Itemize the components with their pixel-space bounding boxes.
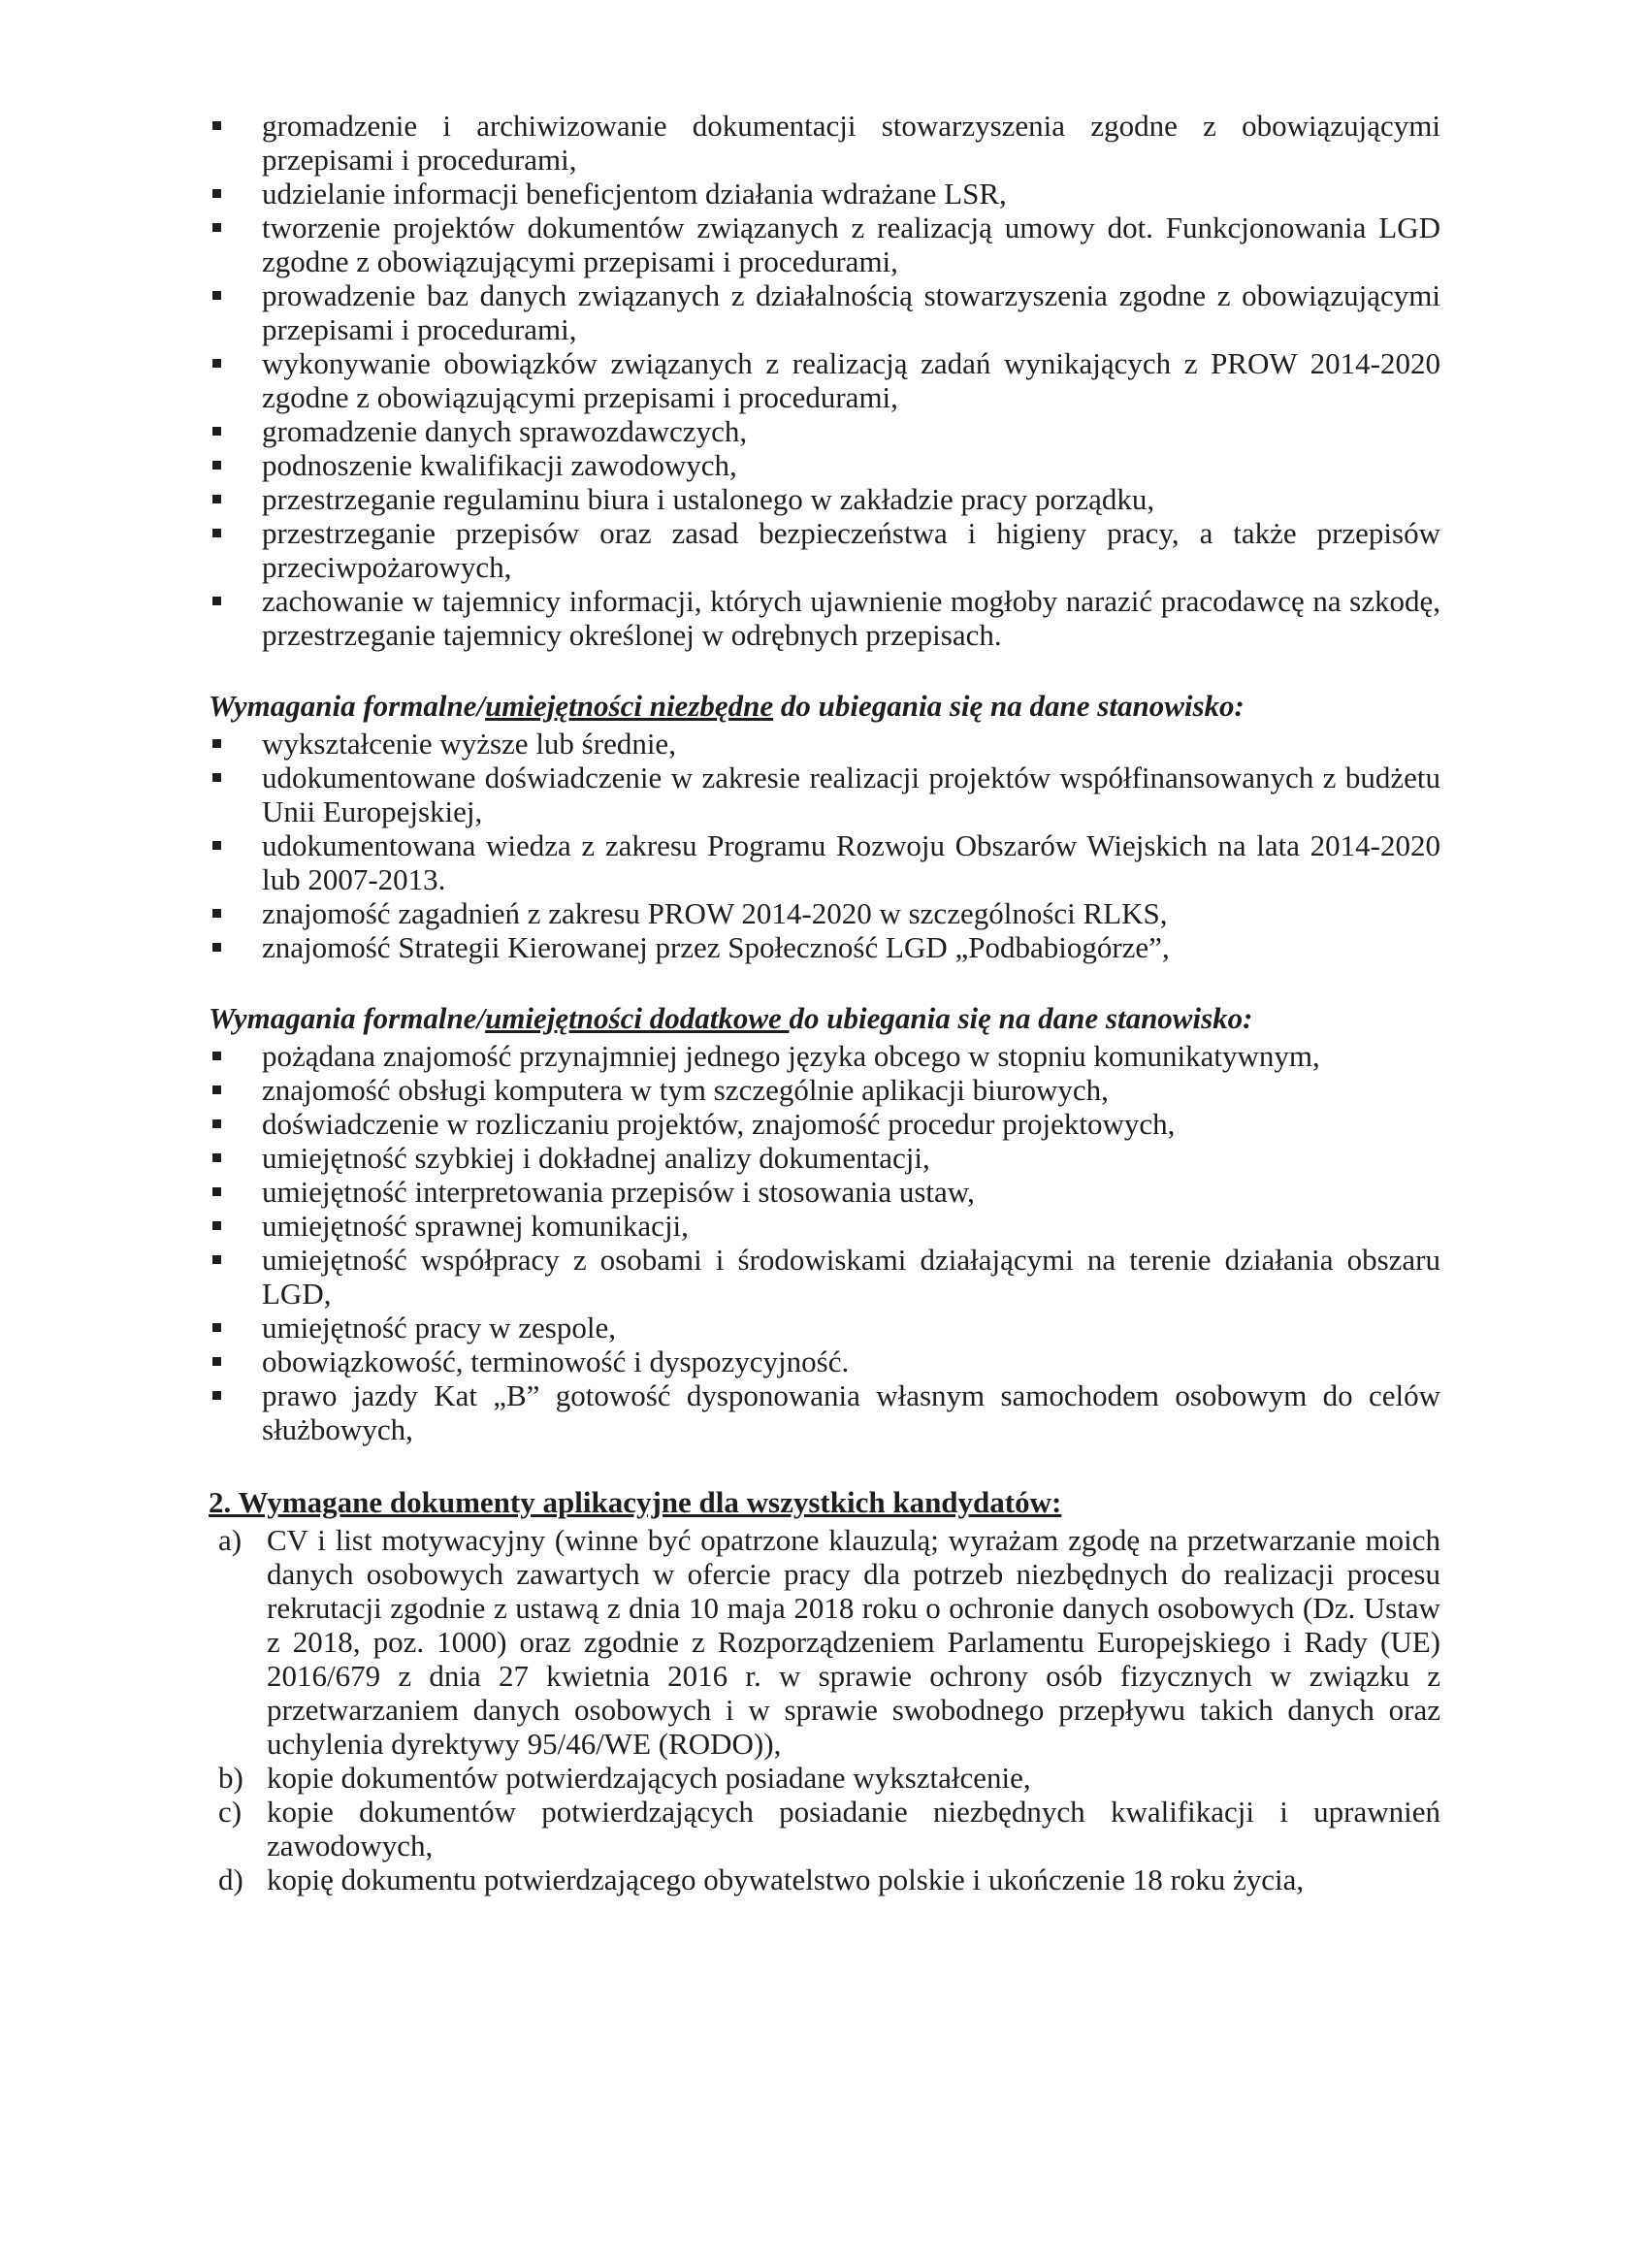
list-marker: b) [218,1761,243,1795]
additional-text: umiejętność współpracy z osobami i środowiskami działającymi na terenie działania obszaru LGD, [262,1243,1440,1311]
list-marker: a) [218,1523,242,1557]
required-item [209,828,1440,896]
document-text: kopie dokumentów potwierdzających posiadane wykształcenie, [267,1761,1031,1795]
required-text: znajomość zagadnień z zakresu PROW 2014-2020 w szczególności RLKS, [262,896,1168,930]
required-text: udokumentowana wiedza z zakresu Programu Rozwoju Obszarów Wiejskich na lata 2014-2020 lub 2007-2013. [262,828,1440,896]
duty-text: podnoszenie kwalifikacji zawodowych, [262,448,737,482]
duty-text: tworzenie projektów dokumentów związanych z realizacją umowy dot. Funkcjonowania LGD zgodne z obowiązującymi przepisami i procedurami, [262,211,1440,278]
bullet-icon [212,943,221,952]
additional-item [209,1141,1440,1175]
duty-text: przestrzeganie regulaminu biura i ustalonego w zakładzie pracy porządku, [262,482,1155,516]
additional-item [209,1345,1440,1378]
duty-item [209,177,1440,211]
duties-list [209,109,1440,652]
bullet-icon [212,1255,221,1264]
document-item [209,1523,1440,1761]
bullet-icon [212,1085,221,1094]
duty-item [209,516,1440,584]
bullet-icon [212,291,221,300]
additional-skills-heading [209,1001,1440,1035]
required-text: udokumentowane doświadczenie w zakresie realizacji projektów współfinansowanych z budżetu Unii Europejskiej, [262,761,1440,828]
additional-item [209,1209,1440,1243]
bullet-icon [212,1221,221,1230]
document-item [209,1795,1440,1863]
document-text: CV i list motywacyjny (winne być opatrzone klauzulą; wyrażam zgodę na przetwarzanie moich danych osobowych zawartych w ofercie pracy dla potrzeb niezbędnych do realizacji procesu rekrutacji zgodnie z ustawą z dnia 10 maja 2018 roku o ochronie danych osobowych (Dz. Ustaw z 2018, poz. 1000) oraz zgodnie z Rozporządzeniem Parlamentu Europejskiego i Rady (UE) 2016/679 z dnia 27 kwietnia 2016 r. w sprawie ochrony osób fizycznych w związku z przetwarzaniem danych osobowych i w sprawie swobodnego przepływu takich danych oraz uchylenia dyrektywy 95/46/WE (RODO)), [267,1523,1440,1761]
document-item [209,1761,1440,1795]
additional-text: znajomość obsługi komputera w tym szczególnie aplikacji biurowych, [262,1073,1109,1107]
duty-item [209,448,1440,482]
bullet-icon [212,1391,221,1400]
additional-text: umiejętność pracy w zespole, [262,1311,616,1345]
bullet-icon [212,427,221,436]
duty-text: prowadzenie baz danych związanych z działalnością stowarzyszenia zgodne z obowiązującymi przepisami i procedurami, [262,278,1440,346]
duty-item [209,211,1440,278]
duty-text: gromadzenie i archiwizowanie dokumentacji stowarzyszenia zgodne z obowiązującymi przepisami i procedurami, [262,109,1440,177]
additional-item [209,1039,1440,1073]
additional-text: umiejętność szybkiej i dokładnej analizy dokumentacji, [262,1141,930,1175]
bullet-icon [212,529,221,537]
additional-item [209,1073,1440,1107]
heading-text: do ubiegania się na dane stanowisko: [789,1001,1253,1035]
required-item [209,761,1440,828]
bullet-icon [212,223,221,232]
required-text: znajomość Strategii Kierowanej przez Społeczność LGD „Podbabiogórze”, [262,930,1170,964]
duty-item [209,109,1440,177]
document-text: kopię dokumentu potwierdzającego obywatelstwo polskie i ukończenie 18 roku życia, [267,1863,1305,1896]
heading-underlined-text: umiejętności niezbędne [485,689,774,723]
required-text: wykształcenie wyższe lub średnie, [262,727,676,761]
bullet-icon [212,189,221,198]
duty-item [209,414,1440,448]
duty-item [209,482,1440,516]
duty-item [209,278,1440,346]
additional-text: pożądana znajomość przynajmniej jednego języka obcego w stopniu komunikatywnym, [262,1039,1320,1073]
bullet-icon [212,909,221,918]
bullet-icon [212,597,221,605]
additional-item [209,1378,1440,1446]
duty-text: zachowanie w tajemnicy informacji, których ujawnienie mogłoby narazić pracodawcę na szkodę, przestrzeganie tajemnicy określonej w odrębnych przepisach. [262,584,1440,652]
additional-text: doświadczenie w rozliczaniu projektów, znajomość procedur projektowych, [262,1107,1176,1141]
duty-text: przestrzeganie przepisów oraz zasad bezpieczeństwa i higieny pracy, a także przepisów przeciwpożarowych, [262,516,1440,584]
heading-text: Wymagania formalne/ [209,689,486,723]
required-skills-list [209,727,1440,964]
additional-item [209,1175,1440,1209]
additional-item [209,1107,1440,1141]
document-item [209,1863,1440,1896]
bullet-icon [212,1323,221,1332]
bullet-icon [212,841,221,850]
additional-item [209,1311,1440,1345]
duty-text: gromadzenie danych sprawozdawczych, [262,414,748,448]
required-item [209,896,1440,930]
duty-text: udzielanie informacji beneficjentom działania wdrażane LSR, [262,177,1007,211]
bullet-icon [212,1153,221,1162]
heading-text: Wymagania formalne/ [209,1001,486,1035]
list-marker: d) [218,1863,243,1896]
bullet-icon [212,739,221,748]
bullet-icon [212,461,221,470]
required-item [209,727,1440,761]
heading-underlined-text: umiejętności dodatkowe [485,1001,790,1035]
additional-text: umiejętność sprawnej komunikacji, [262,1209,689,1243]
duty-item [209,346,1440,414]
additional-text: umiejętność interpretowania przepisów i stosowania ustaw, [262,1175,975,1209]
documents-heading: 2. Wymagane dokumenty aplikacyjne dla wszystkich kandydatów: [209,1485,1062,1519]
duty-item [209,584,1440,652]
bullet-icon [212,495,221,503]
heading-text: do ubiegania się na dane stanowisko: [773,689,1245,723]
list-marker: c) [218,1795,242,1829]
bullet-icon [212,1187,221,1196]
document-text: kopie dokumentów potwierdzających posiadanie niezbędnych kwalifikacji i uprawnień zawodowych, [267,1795,1440,1863]
bullet-icon [212,1119,221,1128]
required-skills-heading [209,689,1440,723]
additional-item [209,1243,1440,1311]
additional-text: obowiązkowość, terminowość i dyspozycyjność. [262,1345,850,1378]
documents-list [209,1523,1440,1896]
required-item [209,930,1440,964]
bullet-icon [212,121,221,130]
additional-text: prawo jazdy Kat „B” gotowość dysponowania własnym samochodem osobowym do celów służbowych, [262,1378,1440,1446]
bullet-icon [212,773,221,782]
additional-skills-list [209,1039,1440,1446]
duty-text: wykonywanie obowiązków związanych z realizacją zadań wynikających z PROW 2014-2020 zgodne z obowiązującymi przepisami i procedurami, [262,346,1440,414]
bullet-icon [212,359,221,368]
bullet-icon [212,1052,221,1060]
bullet-icon [212,1357,221,1366]
